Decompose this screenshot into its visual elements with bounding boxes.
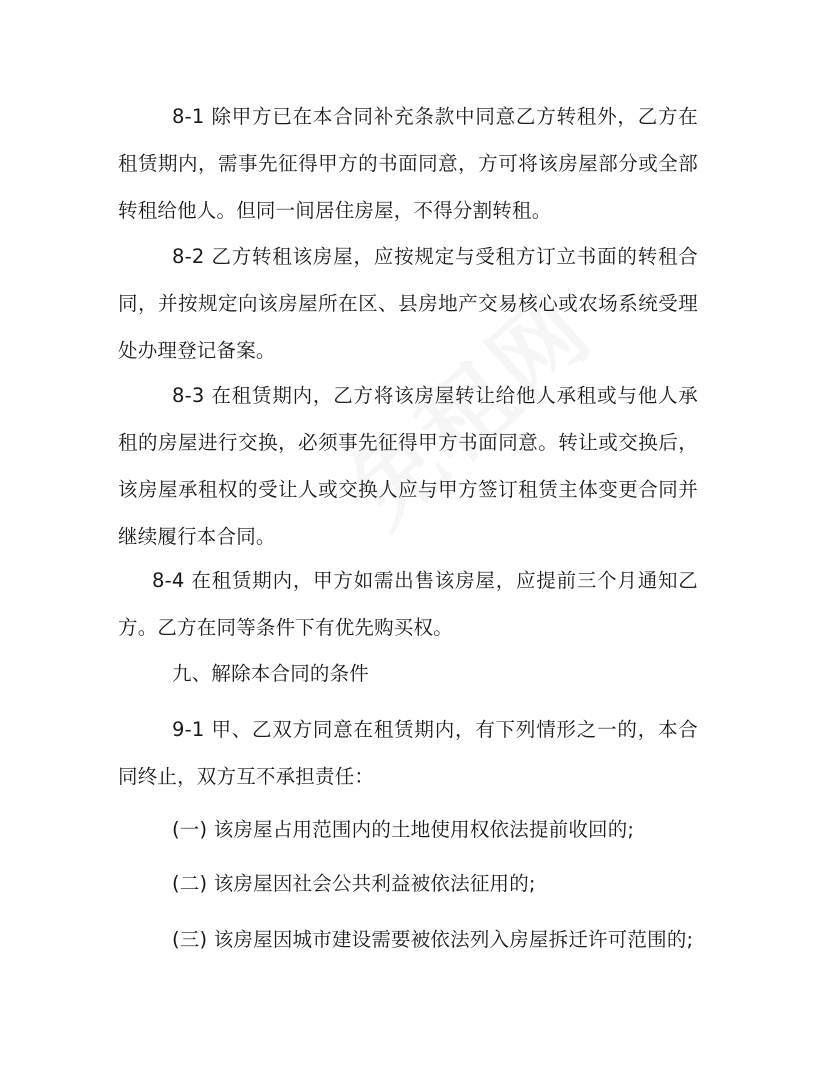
clause-8-3: 8-3 在租赁期内，乙方将该房屋转让给他人承租或与他人承租的房屋进行交换，必须事先征得甲方书面同意。转让或交换后，该房屋承租权的受让人或交换人应与甲方签订租赁主体变更合同并继续履行本合同。: [118, 384, 698, 548]
list-item-3: (三) 该房屋因城市建设需要被依法列入房屋拆迁许可范围的;: [172, 928, 694, 951]
clause-8-4: 8-4 在租赁期内，甲方如需出售该房屋，应提前三个月通知乙方。乙方在同等条件下有优先购买权。: [118, 569, 698, 639]
clause-8-2: 8-2 乙方转租该房屋，应按规定与受租方订立书面的转租合同，并按规定向该房屋所在区、县房地产交易核心或农场系统受理处办理登记备案。: [118, 245, 698, 362]
list-item-1: (一) 该房屋占用范围内的土地使用权依法提前收回的;: [172, 818, 635, 841]
clause-8-1: 8-1 除甲方已在本合同补充条款中同意乙方转租外，乙方在租赁期内，需事先征得甲方的书面同意，方可将该房屋部分或全部转租给他人。但同一间居住房屋，不得分割转租。: [118, 105, 698, 222]
list-item-2: (二) 该房屋因社会公共利益被依法征用的;: [172, 872, 536, 895]
section-heading-9: 九、解除本合同的条件: [172, 662, 370, 685]
clause-9-1: 9-1 甲、乙双方同意在租赁期内，有下列情形之一的，本合同终止，双方互不承担责任：: [118, 718, 698, 788]
